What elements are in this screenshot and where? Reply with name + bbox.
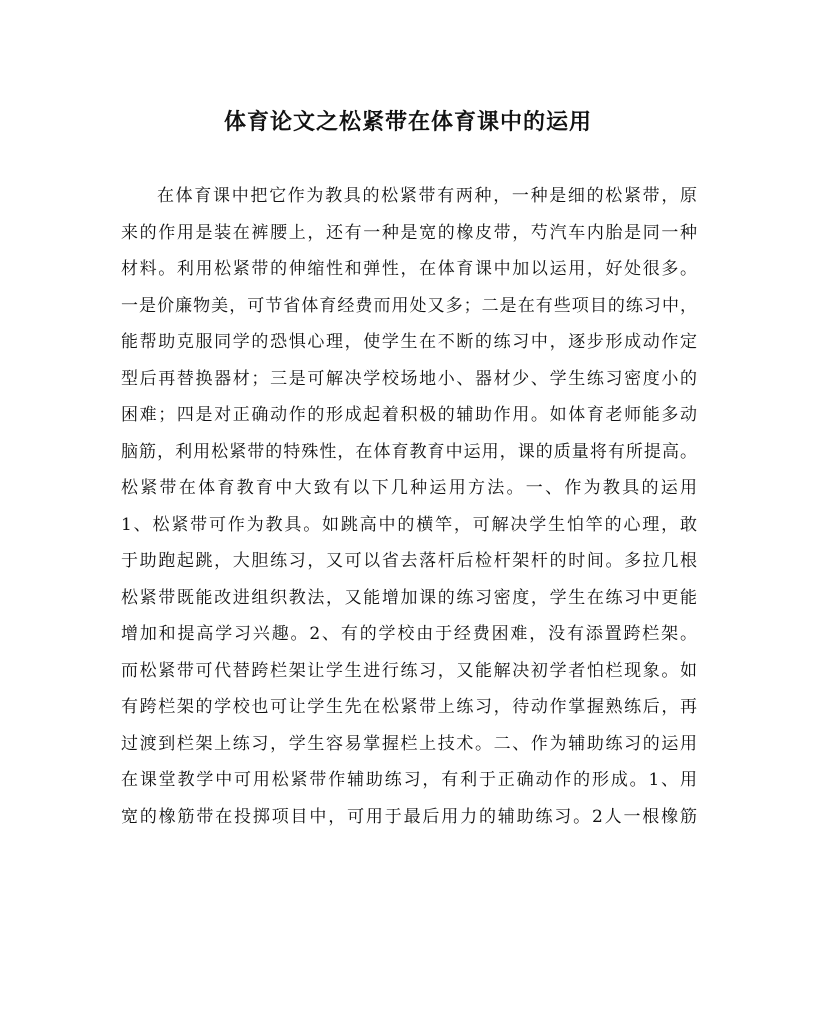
body-line: 宽的橡筋带在投掷项目中，可用于最后用力的辅助练习。2人一根橡筋 [121,806,697,827]
body-line: 在体育课中把它作为教具的松紧带有两种，一种是细的松紧带，原 [157,186,697,206]
body-line: 于助跑起跳，大胆练习，又可以省去落杆后检杆架杆的时间。多拉几根 [121,551,697,571]
body-line: 型后再替换器材；三是可解决学校场地小、器材少、学生练习密度小的 [121,368,697,389]
body-line: 一是价廉物美，可节省体育经费而用处又多；二是在有些项目的练习中， [121,295,697,316]
body-line: 而松紧带可代替跨栏架让学生进行练习，又能解决初学者怕栏现象。如 [121,660,697,681]
body-line: 来的作用是装在裤腰上，还有一种是宽的橡皮带，芍汽车内胎是同一种 [121,222,697,243]
body-line: 能帮助克服同学的恐惧心理，使学生在不断的练习中，逐步形成动作定 [121,332,697,352]
body-line: 材料。利用松紧带的伸缩性和弹性，在体育课中加以运用，好处很多。 [121,259,697,279]
body-line: 1、松紧带可作为教具。如跳高中的横竿，可解决学生怕竿的心理，敢 [121,514,697,535]
body-line: 增加和提高学习兴趣。2、有的学校由于经费困难，没有添置跨栏架。 [121,624,697,644]
body-line: 脑筋，利用松紧带的特殊性，在体育教育中运用，课的质量将有所提高。 [121,441,697,462]
body-line: 有跨栏架的学校也可让学生先在松紧带上练习，待动作掌握熟练后，再 [121,697,697,717]
body-line: 松紧带在体育教育中大致有以下几种运用方法。一、作为教具的运用 [121,478,697,498]
body-line: 过渡到栏架上练习，学生容易掌握栏上技术。二、作为辅助练习的运用 [121,733,697,754]
body-line: 困难；四是对正确动作的形成起着积极的辅助作用。如体育老师能多动 [121,405,697,425]
document-body [121,178,697,835]
body-line: 松紧带既能改进组织教法，又能增加课的练习密度，学生在练习中更能 [121,587,697,608]
document-title: 体育论文之松紧带在体育课中的运用 [223,109,592,135]
body-line: 在课堂教学中可用松紧带作辅助练习，有利于正确动作的形成。1、用 [121,770,697,790]
